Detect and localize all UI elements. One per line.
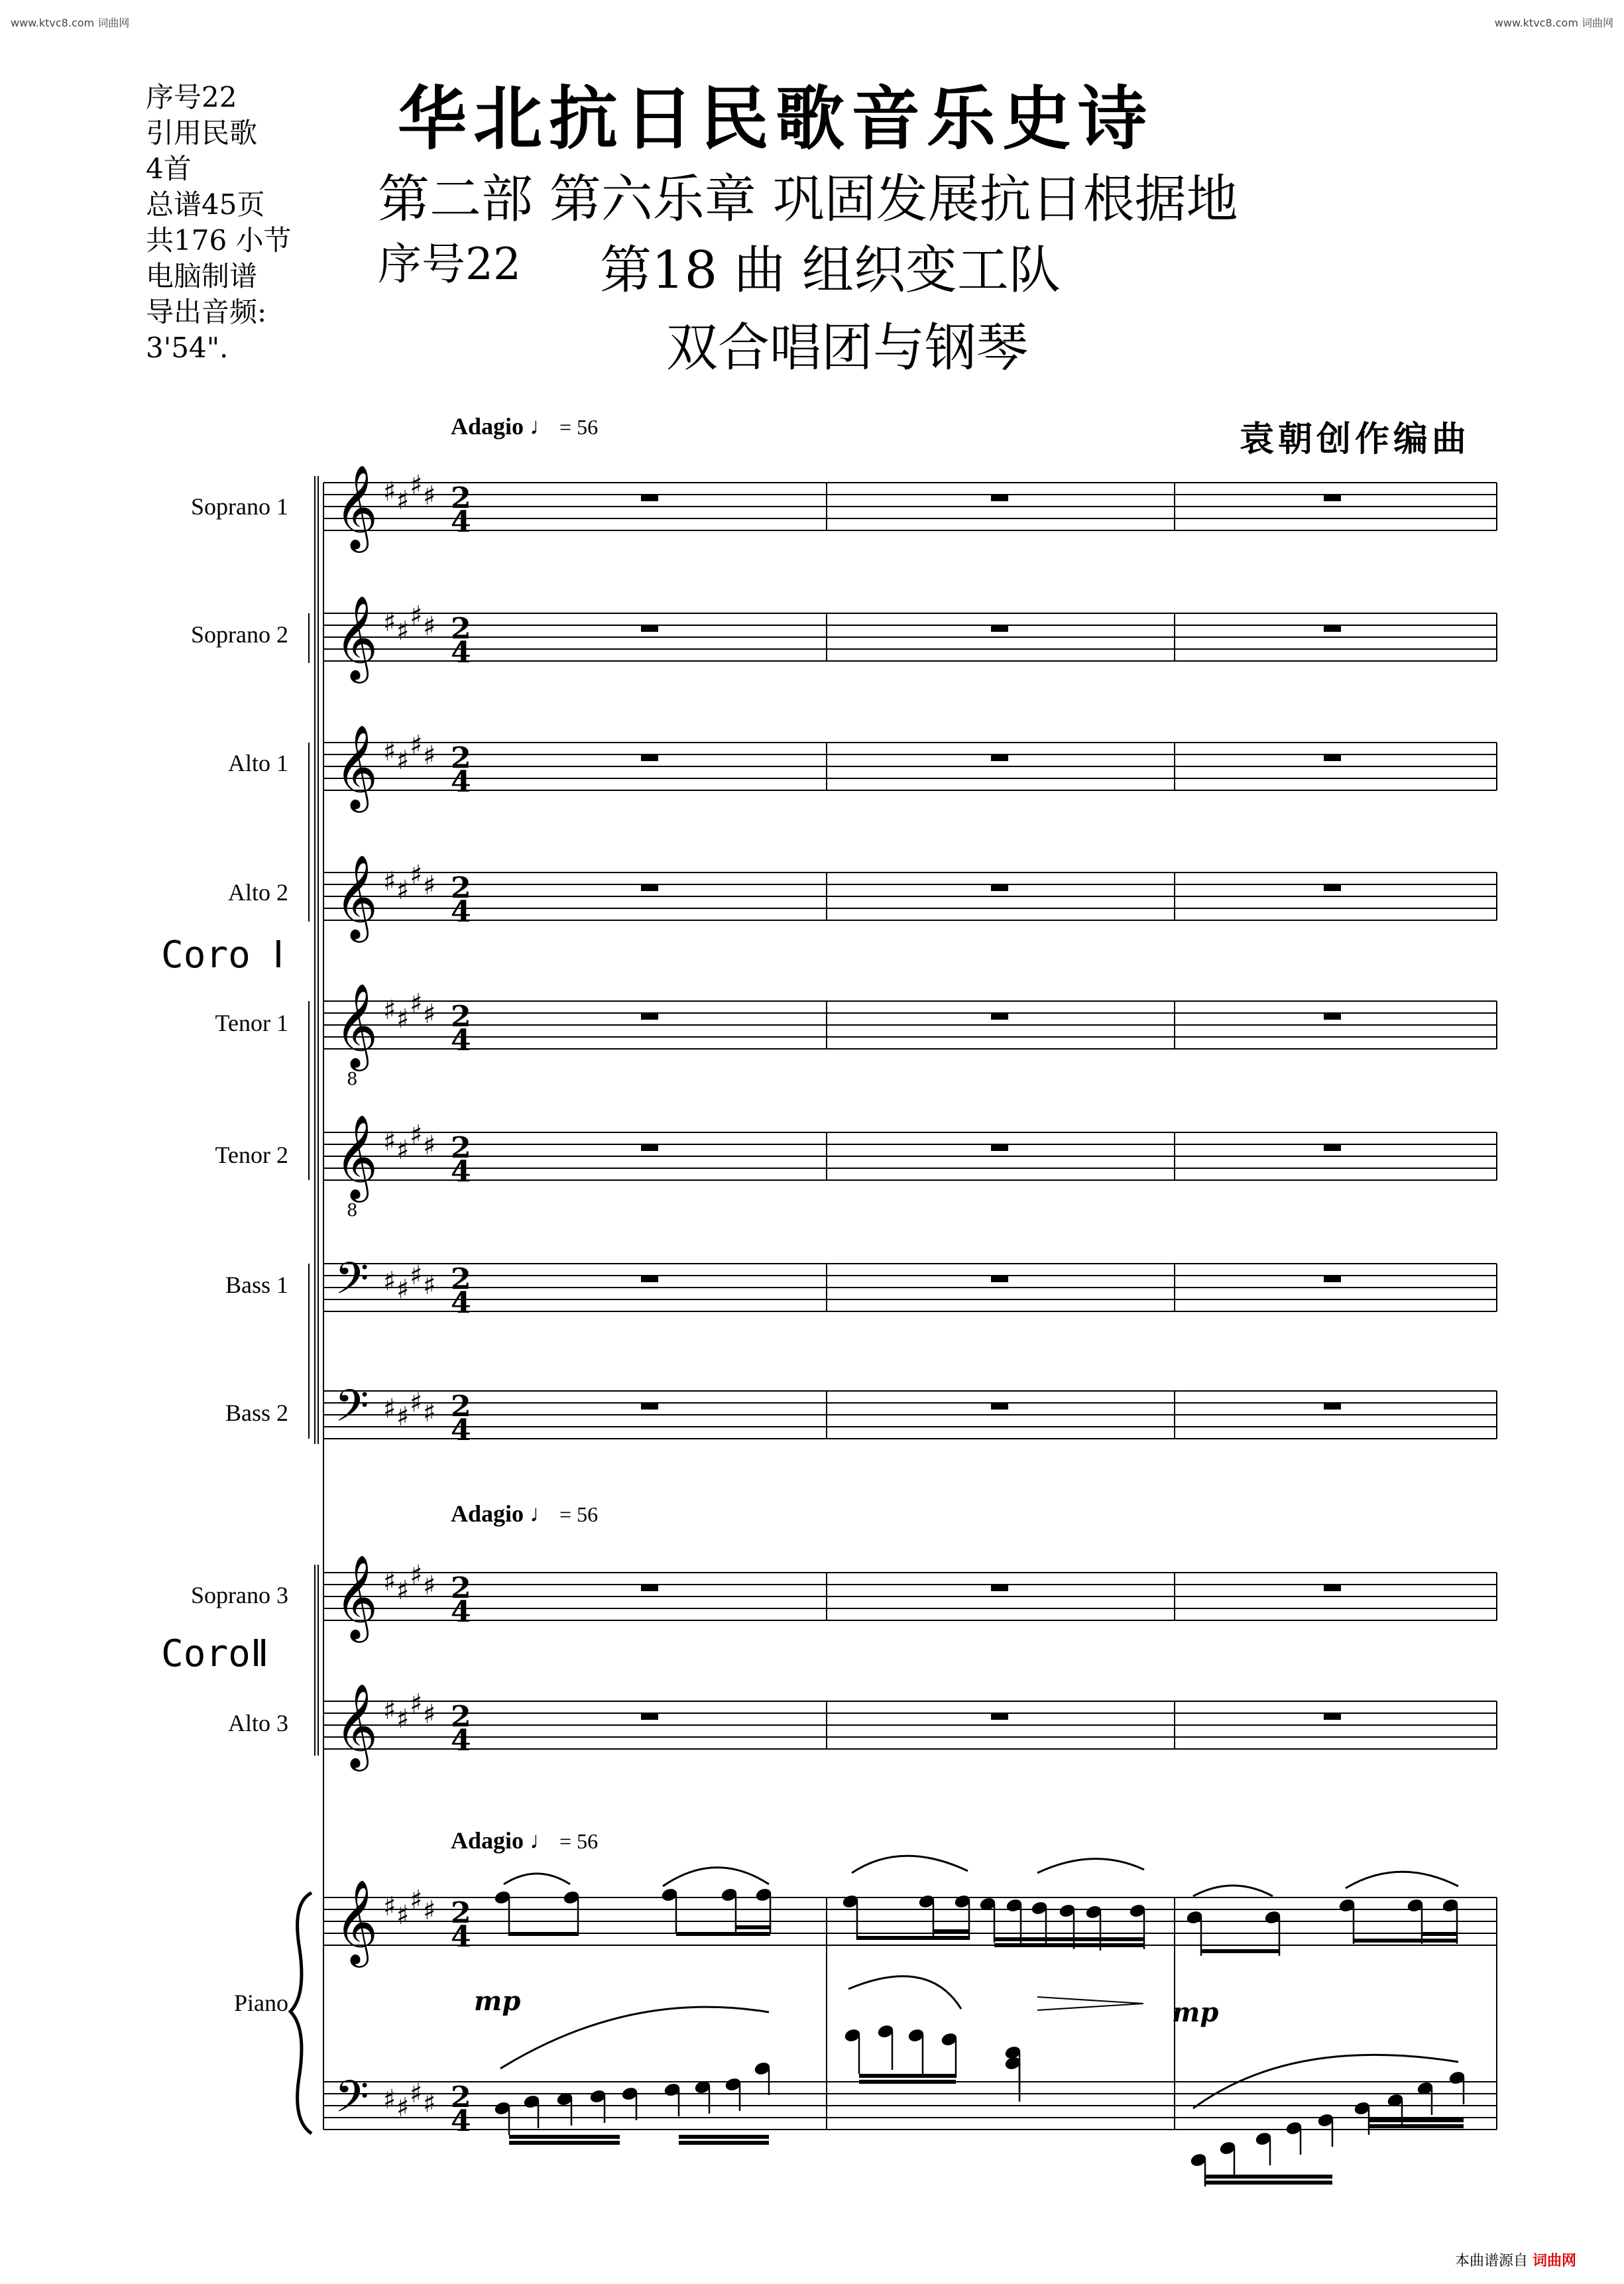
sharp-icon: ♯ [410, 860, 423, 890]
group-label-coro-2: CoroⅡ [161, 1632, 269, 1675]
treble-clef-icon: 𝄞 [335, 854, 378, 939]
measure-rest [991, 625, 1008, 632]
note-beam [679, 2135, 769, 2139]
time-sig-bottom: 4 [451, 1024, 471, 1057]
measure-rest [1324, 1713, 1341, 1720]
time-sig-bottom: 4 [451, 765, 471, 799]
info-line: 电脑制谱 [146, 260, 258, 292]
note-beam [509, 1932, 578, 1936]
info-line: 序号22 [146, 81, 237, 113]
slur [663, 1868, 769, 1886]
piece-number: 序号22 [378, 239, 521, 290]
quarter-note-icon: ♩ [530, 1500, 554, 1527]
sharp-icon: ♯ [423, 611, 436, 642]
slur [852, 1856, 968, 1873]
time-sig-bottom: 4 [451, 1155, 471, 1189]
time-sig-top: 2 [451, 612, 471, 646]
sharp-icon: ♯ [410, 1120, 423, 1150]
measure-rest [991, 1276, 1008, 1282]
tempo-bpm: = 56 [559, 1502, 599, 1526]
sharp-icon: ♯ [396, 1274, 410, 1305]
sharp-icon: ♯ [383, 1126, 396, 1157]
info-line: 引用民歌 [146, 117, 258, 149]
sharp-icon: ♯ [396, 1900, 410, 1931]
time-sig-bottom: 4 [451, 1595, 471, 1629]
note-beam [1205, 2175, 1332, 2179]
sharp-icon: ♯ [396, 1402, 410, 1432]
sharp-icon: ♯ [383, 995, 396, 1026]
staff-label-alto-1: Alto 1 [227, 750, 288, 776]
tempo-text: Adagio [451, 413, 524, 440]
staff-label-alto-3: Alto 3 [227, 1710, 288, 1736]
sharp-icon: ♯ [383, 867, 396, 897]
sharp-icon: ♯ [423, 1270, 436, 1301]
staff-label-bass-1: Bass 1 [225, 1272, 288, 1298]
time-sig-top: 2 [451, 1571, 471, 1605]
sharp-icon: ♯ [396, 2092, 410, 2123]
time-sig-bottom: 4 [451, 895, 471, 929]
note-beam [857, 1936, 969, 1940]
staff-label-tenor-1: Tenor 1 [215, 1010, 288, 1036]
quarter-note-icon: ♩ [530, 413, 554, 440]
measure-rest [641, 884, 658, 891]
note-beam [994, 1937, 1144, 1941]
sharp-icon: ♯ [410, 601, 423, 631]
time-sig-bottom: 4 [451, 1286, 471, 1320]
sharp-icon: ♯ [410, 989, 423, 1019]
dynamic-mp: mp [1172, 1997, 1219, 2028]
sharp-icon: ♯ [423, 1130, 436, 1161]
time-sig-top: 2 [451, 1390, 471, 1423]
slur [504, 1874, 570, 1884]
ensemble: 双合唱团与钢琴 [666, 318, 1029, 378]
staff-label-alto-2: Alto 2 [227, 879, 288, 906]
tempo-bpm: = 56 [559, 1829, 599, 1853]
measure-rest [991, 495, 1008, 501]
sharp-icon: ♯ [383, 2084, 396, 2115]
measure-rest [1324, 625, 1341, 632]
measure-rest [1324, 884, 1341, 891]
measure-rest [641, 1144, 658, 1151]
measure-rest [991, 1585, 1008, 1591]
sharp-icon: ♯ [410, 1689, 423, 1719]
sharp-icon: ♯ [383, 477, 396, 507]
sharp-icon: ♯ [383, 737, 396, 767]
octave-eight: 8 [347, 1201, 358, 1221]
sharp-icon: ♯ [423, 1398, 436, 1428]
sharp-icon: ♯ [423, 481, 436, 511]
slur [1193, 1886, 1273, 1896]
measure-rest [641, 754, 658, 761]
treble-clef-icon: 𝄞 [335, 1114, 378, 1199]
measure-rest [1324, 1013, 1341, 1020]
sharp-icon: ♯ [410, 730, 423, 760]
measure-rest [641, 1403, 658, 1410]
time-sig-top: 2 [451, 741, 471, 775]
sharp-icon: ♯ [396, 1704, 410, 1734]
quarter-note-icon: ♩ [530, 1827, 554, 1854]
sharp-icon: ♯ [410, 1388, 423, 1418]
sharp-icon: ♯ [383, 607, 396, 638]
sharp-icon: ♯ [383, 1394, 396, 1424]
measure-rest [991, 1713, 1008, 1720]
sharp-icon: ♯ [410, 1885, 423, 1915]
sharp-icon: ♯ [423, 871, 436, 901]
sharp-icon: ♯ [383, 1892, 396, 1922]
time-sig-top: 2 [451, 1262, 471, 1296]
sharp-icon: ♯ [396, 485, 410, 516]
measure-rest [1324, 1585, 1341, 1591]
measure-rest [1324, 495, 1341, 501]
sharp-icon: ♯ [383, 1266, 396, 1297]
staff-label-soprano-3: Soprano 3 [191, 1582, 288, 1608]
info-line: 总谱45页 [146, 188, 265, 221]
time-sig-bottom: 4 [451, 505, 471, 539]
note-beam [679, 2141, 769, 2145]
bass-clef-icon: 𝄢 [335, 1380, 369, 1442]
sharp-icon: ♯ [423, 741, 436, 771]
time-sig-top: 2 [451, 2080, 471, 2114]
measure-rest [1324, 1276, 1341, 1282]
sharp-icon: ♯ [410, 2078, 423, 2109]
note-beam [994, 1943, 1144, 1947]
staff-label-tenor-2: Tenor 2 [215, 1142, 288, 1168]
sharp-icon: ♯ [423, 999, 436, 1030]
info-line: 导出音频: [146, 296, 267, 328]
note-beam [1201, 1949, 1279, 1953]
footer-credit [1455, 2250, 1576, 2270]
treble-clef-icon: 𝄞 [335, 1683, 378, 1768]
time-sig-bottom: 4 [451, 1920, 471, 1954]
sharp-icon: ♯ [396, 1575, 410, 1606]
staff-label-bass-2: Bass 2 [225, 1400, 288, 1426]
treble-clef-icon: 𝄞 [335, 595, 378, 680]
sharp-icon: ♯ [396, 875, 410, 906]
subtitle: 第二部 第六乐章 巩固发展抗日根据地 [378, 170, 1238, 229]
sharp-icon: ♯ [396, 745, 410, 776]
slur [1346, 1872, 1458, 1888]
sharp-icon: ♯ [410, 1560, 423, 1591]
staff-label-soprano-1: Soprano 1 [191, 493, 288, 520]
sharp-icon: ♯ [410, 1260, 423, 1291]
sharp-icon: ♯ [423, 2088, 436, 2119]
measure-rest [641, 1013, 658, 1020]
note-beam [1369, 2124, 1464, 2128]
measure-rest [1324, 1144, 1341, 1151]
note-beam [509, 2141, 620, 2145]
octave-eight: 8 [347, 1069, 358, 1089]
time-sig-top: 2 [451, 1000, 471, 1034]
measure-rest [641, 495, 658, 501]
slur [1037, 1859, 1144, 1873]
slur [500, 2007, 769, 2069]
slur [848, 1976, 961, 2009]
info-line: 4首 [146, 152, 192, 185]
measure-rest [1324, 1403, 1341, 1410]
measure-rest [1324, 754, 1341, 761]
tempo-text: Adagio [451, 1827, 524, 1854]
footer-brand: 词曲网 [1533, 2253, 1577, 2269]
measure-rest [991, 1013, 1008, 1020]
measure-rest [641, 625, 658, 632]
treble-clef-icon: 𝄞 [335, 1879, 378, 1964]
info-line: 共176 小节 [146, 224, 292, 257]
measure-rest [991, 754, 1008, 761]
time-sig-top: 2 [451, 1131, 471, 1165]
time-sig-bottom: 4 [451, 636, 471, 670]
page-title: 华北抗日民歌音乐史诗 [398, 78, 1154, 159]
note-beam [1422, 1932, 1457, 1936]
time-sig-bottom: 4 [451, 2104, 471, 2138]
treble-clef-icon: 𝄞 [335, 983, 378, 1067]
sharp-icon: ♯ [396, 616, 410, 646]
group-label-coro-1: Coro Ⅰ [161, 933, 284, 977]
sharp-icon: ♯ [423, 1571, 436, 1601]
measure-rest [991, 884, 1008, 891]
piano-brace [290, 1893, 312, 2134]
bass-clef-icon: 𝄢 [335, 1253, 369, 1315]
note-beam [859, 2074, 956, 2078]
composer: 袁朝创作编曲 [1240, 419, 1471, 459]
dynamic-mp: mp [474, 1986, 521, 2017]
treble-clef-icon: 𝄞 [335, 1554, 378, 1639]
time-sig-bottom: 4 [451, 1413, 471, 1447]
piece-title: 第18 曲 组织变工队 [600, 241, 1061, 300]
measure-rest [641, 1276, 658, 1282]
diminuendo-hairpin [1037, 1997, 1143, 2010]
measure-rest [991, 1403, 1008, 1410]
note-beam [736, 1925, 770, 1929]
staff-label-piano: Piano [233, 1990, 288, 2016]
tempo-bpm: = 56 [559, 415, 599, 439]
staff-label-soprano-2: Soprano 2 [191, 621, 288, 648]
note-beam [1205, 2181, 1332, 2185]
sharp-icon: ♯ [396, 1135, 410, 1166]
time-sig-top: 2 [451, 1896, 471, 1930]
footer-text: 本曲谱源自 [1455, 2253, 1529, 2269]
watermark-top-right: www.ktvc8.com 词曲网 [1494, 17, 1613, 29]
note-beam [676, 1932, 770, 1936]
measure-rest [991, 1144, 1008, 1151]
note-beam [933, 1929, 969, 1933]
treble-clef-icon: 𝄞 [335, 464, 378, 549]
sharp-icon: ♯ [383, 1695, 396, 1726]
sharp-icon: ♯ [383, 1567, 396, 1597]
time-sig-bottom: 4 [451, 1724, 471, 1758]
note-beam [1369, 2118, 1464, 2122]
bass-clef-icon: 𝄢 [335, 2071, 369, 2133]
note-beam [1354, 1939, 1457, 1943]
sharp-icon: ♯ [410, 470, 423, 501]
watermark-top-left: www.ktvc8.com 词曲网 [11, 17, 130, 29]
note-beam [509, 2135, 620, 2139]
tempo-text: Adagio [451, 1500, 524, 1527]
info-line: 3'54". [146, 331, 229, 364]
sharp-icon: ♯ [396, 1004, 410, 1034]
sharp-icon: ♯ [423, 1699, 436, 1730]
treble-clef-icon: 𝄞 [335, 724, 378, 809]
time-sig-top: 2 [451, 481, 471, 515]
time-sig-top: 2 [451, 871, 471, 905]
time-sig-top: 2 [451, 1700, 471, 1734]
measure-rest [641, 1585, 658, 1591]
measure-rest [641, 1713, 658, 1720]
note-beam [859, 2080, 956, 2084]
sharp-icon: ♯ [423, 1895, 436, 1926]
